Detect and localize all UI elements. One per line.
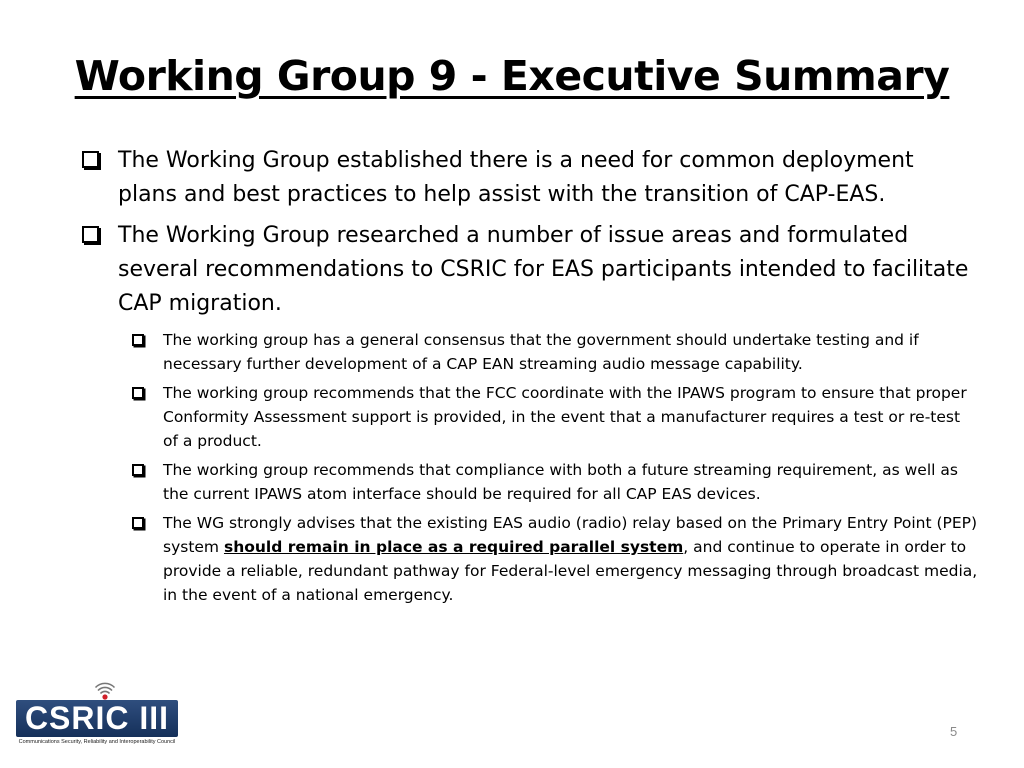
checkbox-bullet-icon [132,517,144,529]
sub-bullet-text [163,514,977,604]
sub-bullet-item [129,458,978,506]
logo-tagline: Communications Security, Reliability and Interoperability Council [18,739,176,745]
slide-body [78,144,978,612]
sub-bullet-text-start: The WG strongly advises that the existing EAS audio (radio) relay based on the Primary Entry Point (PEP) system [163,514,978,556]
sub-bullet-item [129,328,978,376]
bullet-text: The Working Group established there is a need for common deployment plans and best practices to help assist with the transition of CAP-EAS. [118,148,914,207]
sub-bullet-text: The working group recommends that compliance with both a future streaming requirement, as well as the current IPAWS atom interface should be required for all CAP EAS devices. [163,461,958,503]
bullet-item [78,219,978,321]
sub-bullet-text: The working group has a general consensus that the government should undertake testing and if necessary further development of a CAP EAN streaming audio message capability. [163,331,919,373]
sub-bullet-text: The working group recommends that the FCC coordinate with the IPAWS program to ensure that proper Conformity Assessment support is provided, in the event that a manufacturer requires a test or re-test of a product. [163,384,967,450]
slide-title: Working Group 9 - Executive Summary [74,52,950,100]
checkbox-bullet-icon [132,334,144,346]
checkbox-bullet-icon [82,151,99,168]
bullet-item [78,144,978,212]
page-number: 5 [950,724,958,739]
sub-bullet-text-end: , and continue to operate in order to provide a reliable, redundant pathway for Federal-level emergency messaging through broadcast media, in the event of a national emergency. [163,538,978,604]
csric-logo [16,681,180,747]
sub-bullet-item [129,511,978,607]
sub-bullet-item [129,381,978,453]
bullet-text: The Working Group researched a number of issue areas and formulated several recommendations to CSRIC for EAS participants intended to facilitate CAP migration. [118,223,969,316]
checkbox-bullet-icon [82,226,99,243]
emphasized-text: should remain in place as a required parallel system [223,538,684,556]
checkbox-bullet-icon [132,464,144,476]
logo-name: CSRIC III [24,700,170,736]
checkbox-bullet-icon [132,387,144,399]
